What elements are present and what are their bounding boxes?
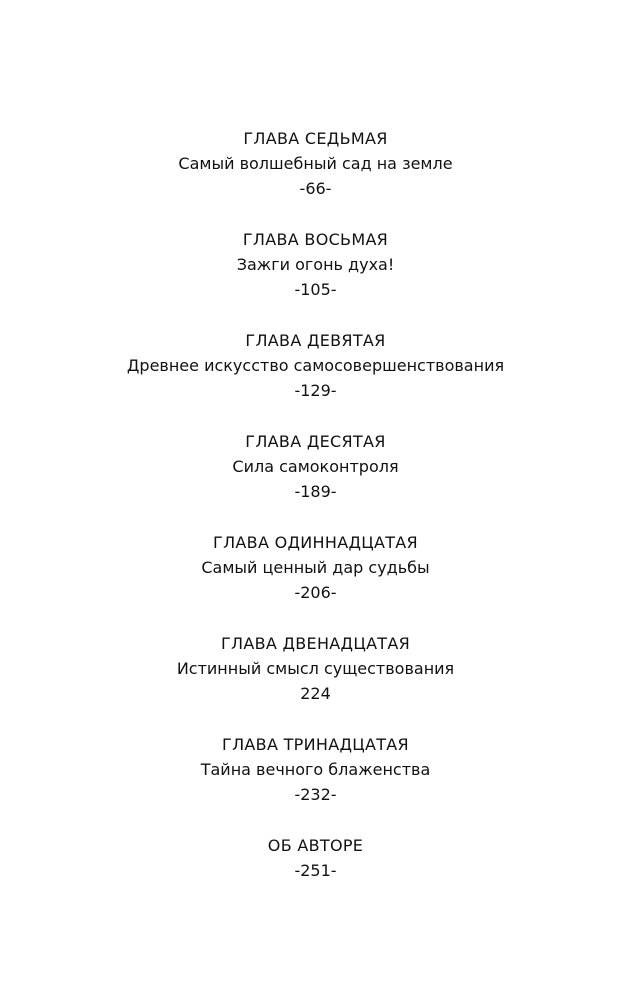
toc-entry-chapter-7 [0,126,631,227]
section-heading: ОБ АВТОРЕ [267,836,364,855]
toc-entry-about-author [0,833,631,934]
page-number: -129- [294,381,337,400]
chapter-title: Зажги огонь духа! [236,255,395,274]
chapter-title: Сила самоконтроля [232,457,399,476]
page-number: -251- [294,861,337,880]
page-number: -232- [294,785,337,804]
table-of-contents [0,126,631,934]
chapter-heading: ГЛАВА ДЕСЯТАЯ [245,432,386,451]
toc-entry-chapter-8 [0,227,631,328]
page-number: -66- [299,179,332,198]
chapter-heading: ГЛАВА ОДИННАДЦАТАЯ [213,533,418,552]
page-number: -105- [294,280,337,299]
chapter-title: Самый волшебный сад на земле [178,154,453,173]
chapter-title: Тайна вечного блаженства [200,760,431,779]
chapter-heading: ГЛАВА СЕДЬМАЯ [243,129,388,148]
chapter-title: Истинный смысл существования [176,659,455,678]
chapter-heading: ГЛАВА ВОСЬМАЯ [242,230,389,249]
toc-entry-chapter-12 [0,631,631,732]
toc-entry-chapter-10 [0,429,631,530]
chapter-title: Самый ценный дар судьбы [201,558,430,577]
chapter-heading: ГЛАВА ТРИНАДЦАТАЯ [222,735,409,754]
chapter-title: Древнее искусство самосовершенствования [126,356,505,375]
page-number: 224 [300,684,331,703]
toc-entry-chapter-13 [0,732,631,833]
chapter-heading: ГЛАВА ДВЕНАДЦАТАЯ [220,634,411,653]
page-number: -206- [294,583,337,602]
page-number: -189- [294,482,337,501]
toc-entry-chapter-11 [0,530,631,631]
chapter-heading: ГЛАВА ДЕВЯТАЯ [245,331,386,350]
toc-entry-chapter-9 [0,328,631,429]
